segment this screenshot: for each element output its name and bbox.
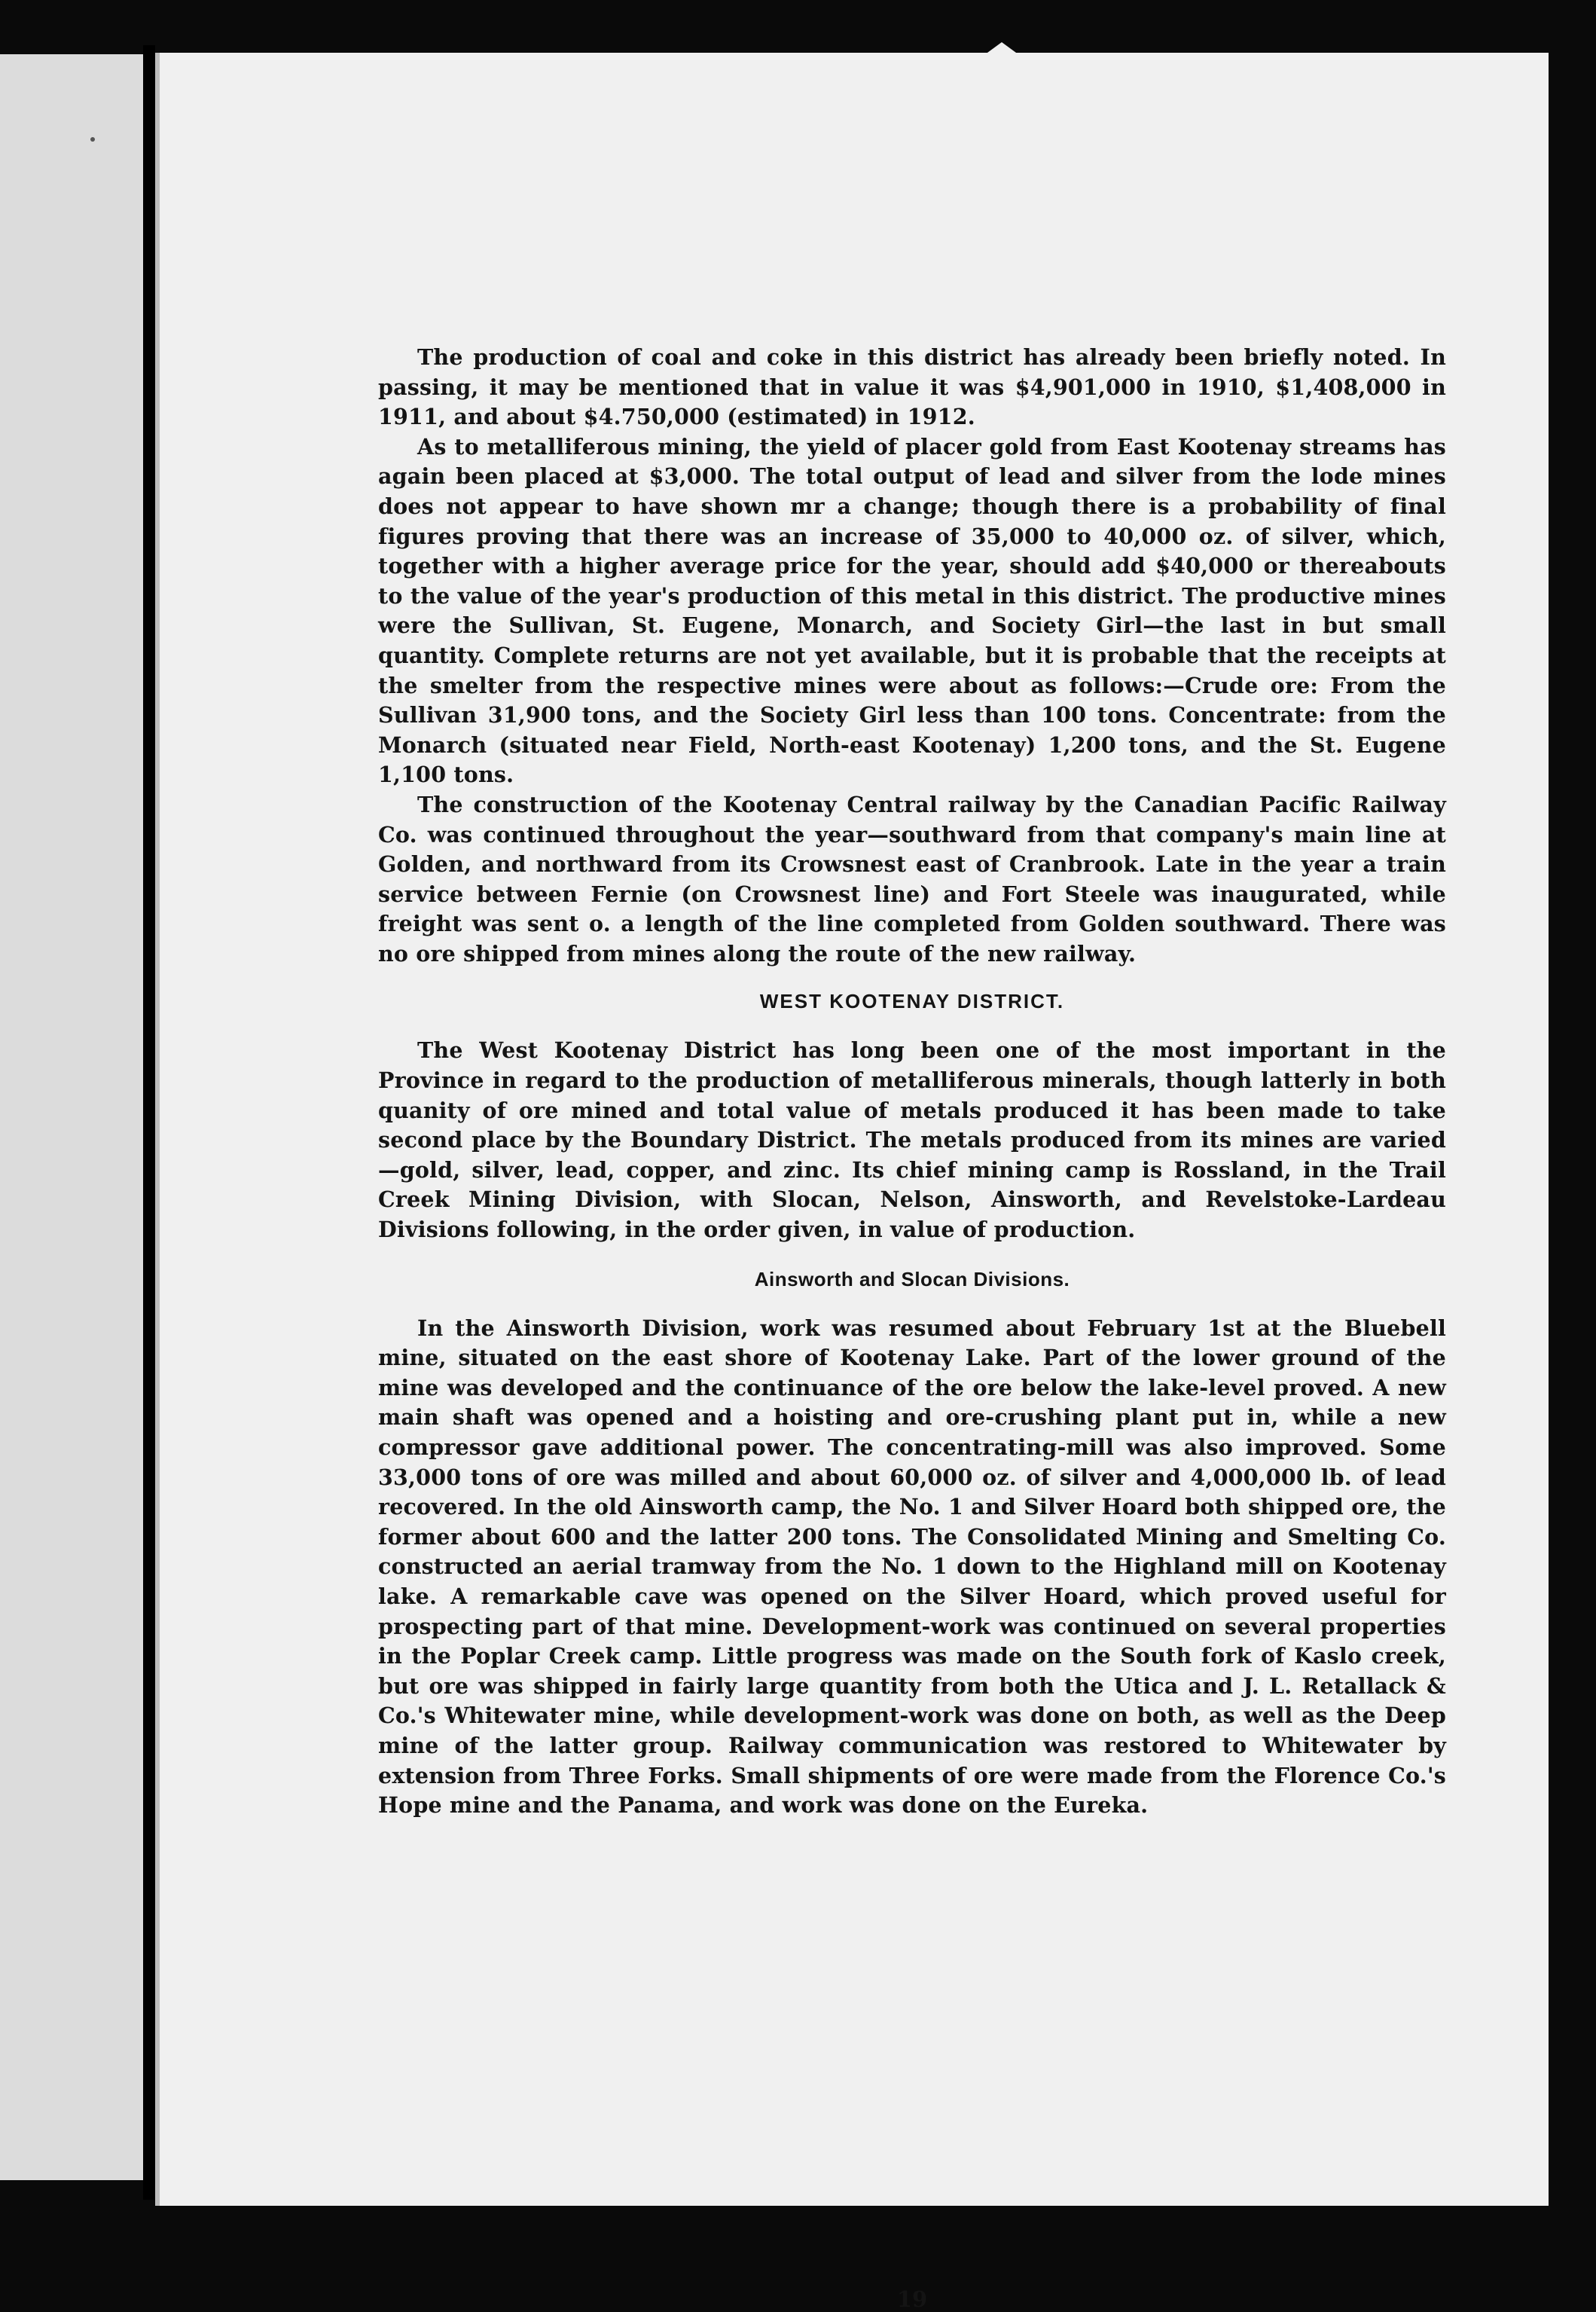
paragraph-kootenay-central-railway: The construction of the Kootenay Central railway by the Canadian Pacific Railway Co. was continued throughout the year—southward from that company's main line at Golden, and northward from its Crowsnest east of Cranbrook. Late in the year a train service between Fernie (on Crowsnest line) and Fort Steele was inaugurated, while freight was sent o. a length of the line completed from Golden southward. There was no ore shipped from mines along the route of the new railway. bbox=[378, 791, 1446, 967]
page-notch bbox=[979, 42, 1024, 59]
page-number: 19 bbox=[896, 2286, 928, 2312]
facing-page-edge bbox=[0, 54, 143, 2180]
paragraph-coal-coke: The production of coal and coke in this district has already been briefly noted. In passing, it may be mentioned that in value it was $4,901,000 in 1910, $1,408,000 in 1911, and about $4.750,000 (estimated) in 1912. bbox=[378, 344, 1446, 430]
document-page bbox=[155, 53, 1549, 2312]
paragraph-metalliferous-mining: As to metalliferous mining, the yield of placer gold from East Kootenay streams has again been placed at $3,000. The total output of lead and silver from the lode mines does not appear to have shown mr a change; though there is a probability of final figures proving that there was an increase of 35,000 to 40,000 oz. of silver, which, together with a higher average price for the year, should add $40,000 or thereabouts to the value of the year's production of this metal in this district. The productive mines were the Sullivan, St. Eugene, Monarch, and Society Girl—the last in but small quantity. Complete returns are not yet available, but it is probable that the receipts at the smelter from the respective mines were about as follows:—Crude ore: From the Sullivan 31,900 tons, and the Society Girl less than 100 tons. Concentrate: from the Monarch (situated near Field, North-east Kootenay) 1,200 tons, and the St. Eugene 1,100 tons. bbox=[378, 433, 1446, 788]
paragraph-ainsworth-division: In the Ainsworth Division, work was resumed about February 1st at the Bluebell mine, situated on the east shore of Kootenay Lake. Part of the lower ground of the mine was developed and the continuance of the ore below the lake-level proved. A new main shaft was opened and a hoisting and ore-crushing plant put in, while a new compressor gave additional power. The concentrating-mill was also improved. Some 33,000 tons of ore was milled and about 60,000 oz. of silver and 4,000,000 lb. of lead recovered. In the old Ainsworth camp, the No. 1 and Silver Hoard both shipped ore, the former about 600 and the latter 200 tons. The Consolidated Mining and Smelting Co. constructed an aerial tramway from the No. 1 down to the Highland mill on Kootenay lake. A remarkable cave was opened on the Silver Hoard, which proved useful for prospecting part of that mine. Development-work was continued on several properties in the Poplar Creek camp. Little progress was made on the South fork of Kaslo creek, but ore was shipped in fairly large quantity from both the Utica and J. L. Retallack & Co.'s Whitewater mine, while development-work was done on both, as well as the Deep mine of the latter group. Railway communication was restored to Whitewater by extension from Three Forks. Small shipments of ore were made from the Florence Co.'s Hope mine and the Panama, and work was done on the Eureka. bbox=[378, 1315, 1446, 1819]
heading-ainsworth-slocan-divisions: Ainsworth and Slocan Divisions. bbox=[754, 1267, 1070, 1290]
page-content bbox=[378, 343, 1446, 2312]
book-gutter bbox=[143, 45, 155, 2200]
paragraph-west-kootenay: The West Kootenay District has long been one of the most important in the Province in regard to the production of metalliferous minerals, though latterly in both quanity of ore mined and total value of metals produced it has been made to take second place by the Boundary District. The metals produced from its mines are varied—gold, silver, lead, copper, and zinc. Its chief mining camp is Rossland, in the Trail Creek Mining Division, with Slocan, Nelson, Ainsworth, and Revelstoke-Lardeau Divisions following, in the order given, in value of production. bbox=[378, 1037, 1446, 1243]
heading-west-kootenay-district: WEST KOOTENAY DISTRICT. bbox=[759, 990, 1065, 1013]
speck bbox=[90, 137, 95, 142]
